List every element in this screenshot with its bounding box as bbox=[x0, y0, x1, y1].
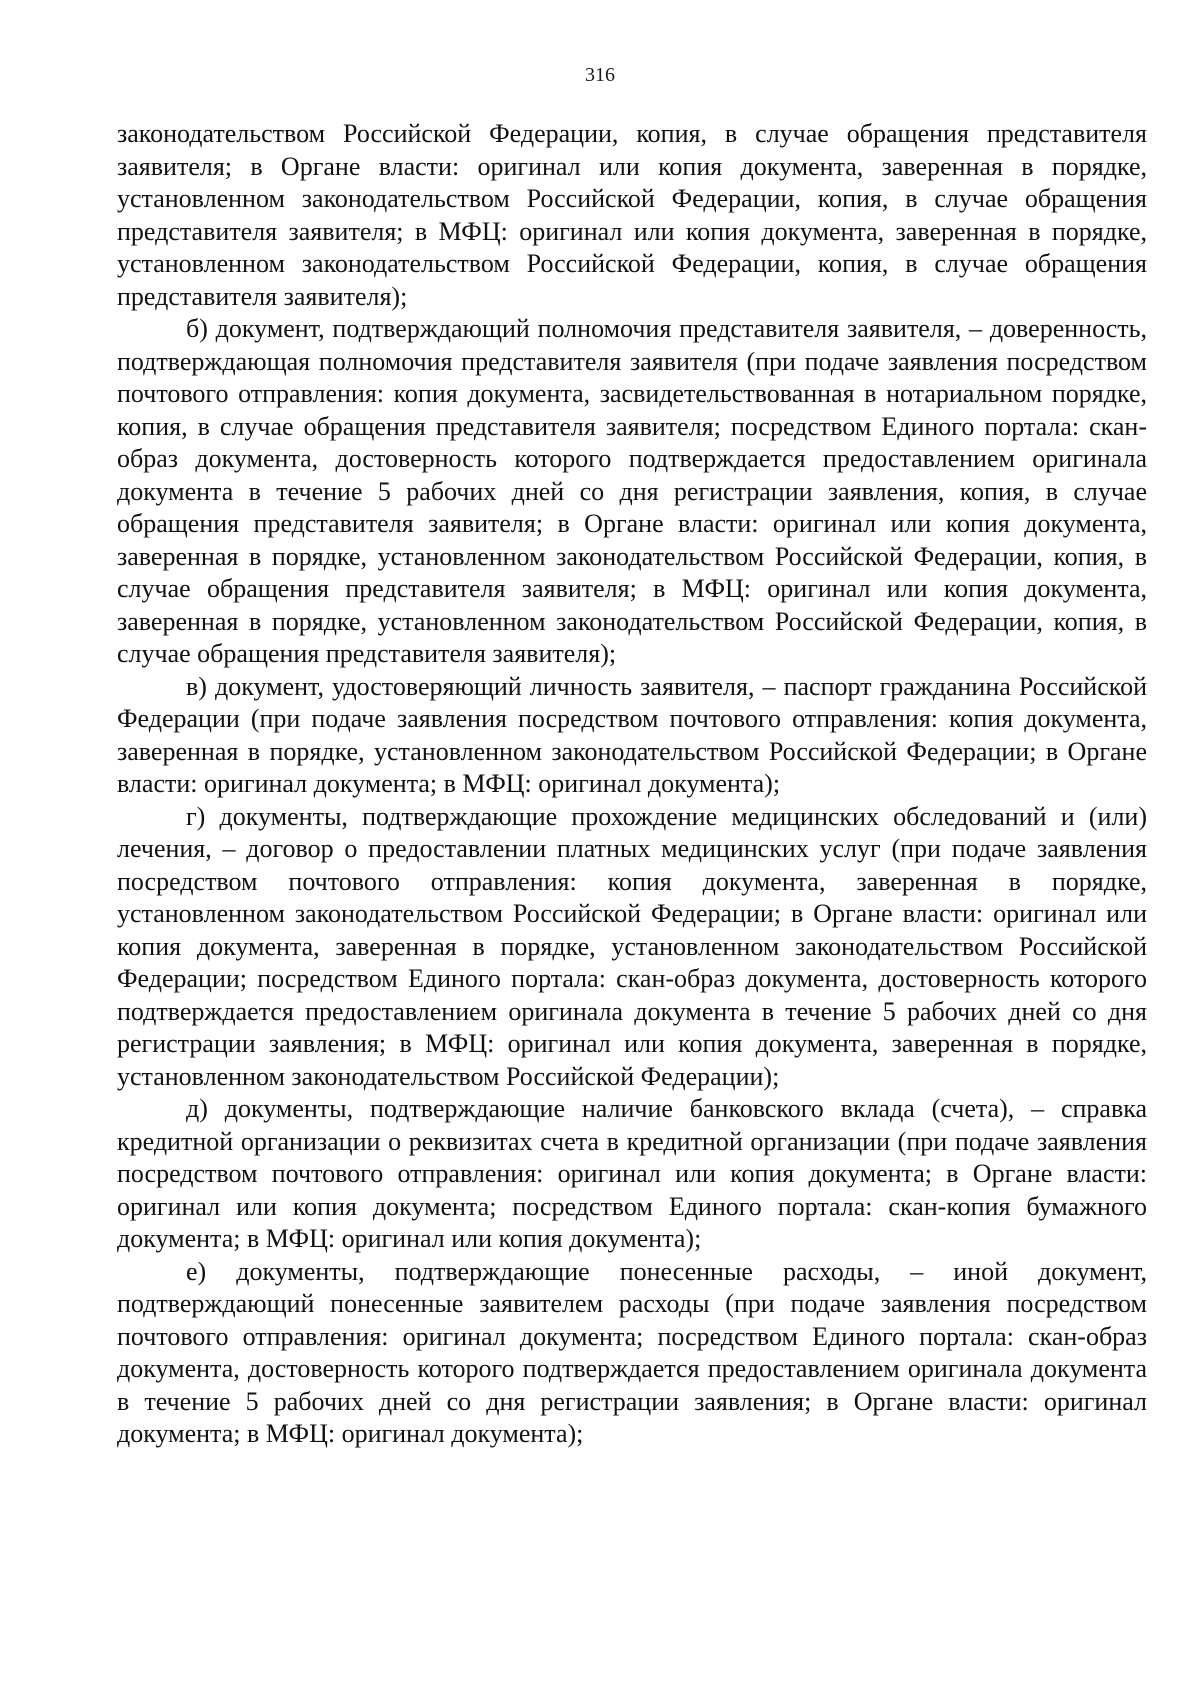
paragraph-item-e: е) документы, подтверждающие понесенные расходы, – иной документ, подтверждающий понесенные заявителем расходы (при подаче заявления посредством почтового отправления: оригинал документа; посредством Единого портала: скан-образ документа, достоверность которого подтверждается предоставлением оригинала документа в течение 5 рабочих дней со дня регистрации заявления; в Органе власти: оригинал документа; в МФЦ: оригинал документа); bbox=[117, 1256, 1147, 1448]
paragraph-item-b: б) документ, подтверждающий полномочия представителя заявителя, – доверенность, подтверждающая полномочия представителя заявителя (при подаче заявления посредством почтового отправления: копия документа, засвидетельствованная в нотариальном порядке, копия, в случае обращения представителя заявителя; посредством Единого портала: скан-образ документа, достоверность которого подтверждается предоставлением оригинала документа в течение 5 рабочих дней со дня регистрации заявления, копия, в случае обращения представителя заявителя; в Органе власти: оригинал или копия документа, заверенная в порядке, установленном законодательством Российской Федерации, копия, в случае обращения представителя заявителя; в МФЦ: оригинал или копия документа, заверенная в порядке, установленном законодательством Российской Федерации, копия, в случае обращения представителя заявителя); bbox=[117, 314, 1147, 668]
paragraph-item-v: в) документ, удостоверяющий личность заявителя, – паспорт гражданина Российской Федерации (при подаче заявления посредством почтового отправления: копия документа, заверенная в порядке, установленном законодательством Российской Федерации; в Органе власти: оригинал документа; в МФЦ: оригинал документа); bbox=[117, 671, 1147, 798]
page-number: 316 bbox=[585, 64, 615, 86]
paragraph-item-g: г) документы, подтверждающие прохождение медицинских обследований и (или) лечения, – договор о предоставлении платных медицинских услуг (при подаче заявления посредством почтового отправления: копия документа, заверенная в порядке, установленном законодательством Российской Федерации; в Органе власти: оригинал или копия документа, заверенная в порядке, установленном законодательством Российской Федерации; посредством Единого портала: скан-образ документа, достоверность которого подтверждается предоставлением оригинала документа в течение 5 рабочих дней со дня регистрации заявления; в МФЦ: оригинал или копия документа, заверенная в порядке, установленном законодательством Российской Федерации); bbox=[117, 801, 1147, 1091]
paragraph-item-d: д) документы, подтверждающие наличие банковского вклада (счета), – справка кредитной организации о реквизитах счета в кредитной организации (при подаче заявления посредством почтового отправления: оригинал или копия документа; в Органе власти: оригинал или копия документа; посредством Единого портала: скан-копия бумажного документа; в МФЦ: оригинал или копия документа); bbox=[117, 1094, 1147, 1253]
document-body bbox=[117, 118, 1147, 1451]
paragraph-continuation: законодательством Российской Федерации, копия, в случае обращения представителя заявителя; в Органе власти: оригинал или копия документа, заверенная в порядке, установленном законодательством Российской Федерации, копия, в случае обращения представителя заявителя; в МФЦ: оригинал или копия документа, заверенная в порядке, установленном законодательством Российской Федерации, копия, в случае обращения представителя заявителя); bbox=[117, 119, 1147, 311]
